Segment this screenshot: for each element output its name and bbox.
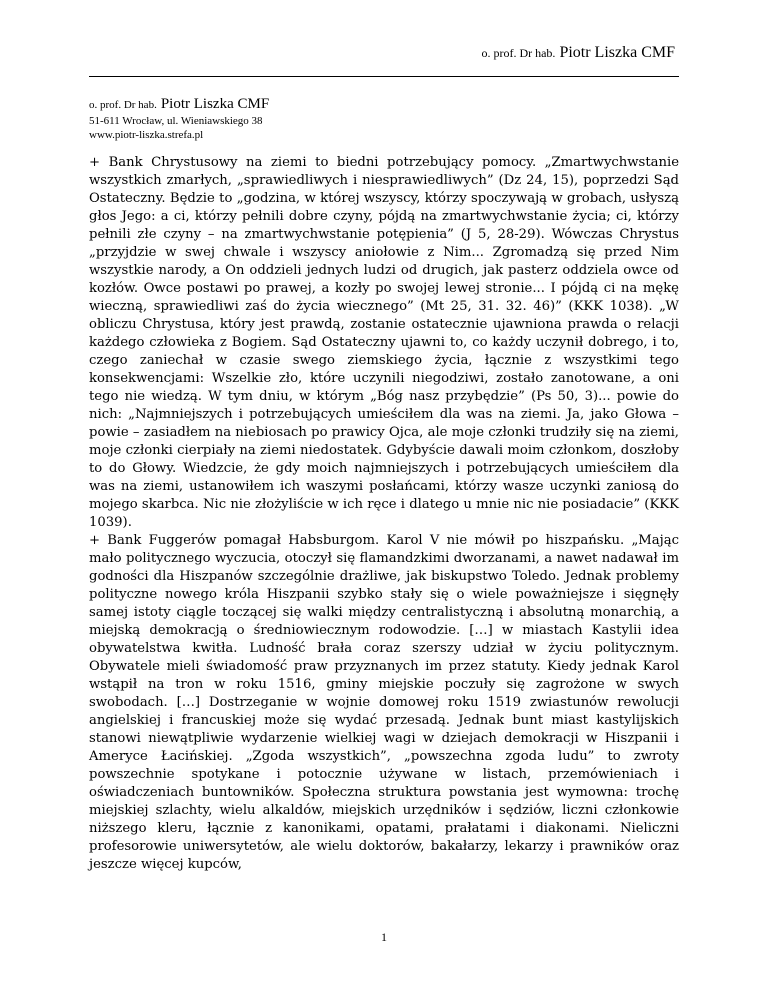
author-name: Piotr Liszka CMF [160, 96, 270, 112]
running-header-name: Piotr Liszka CMF [559, 44, 675, 61]
author-block [89, 95, 269, 142]
author-name-line [89, 95, 269, 114]
author-website: www.piotr-liszka.strefa.pl [89, 129, 204, 141]
author-prefix: o. prof. Dr hab. [89, 99, 157, 111]
paragraph-bank-fuggerow: + Bank Fuggerów pomagał Habsburgom. Karol V nie mówił po hiszpańsku. „Mając mało politycznego wyczucia, otoczył się flamandzkimi dworzanami, a nawet nadawał im godności dla Hiszpanów szczególnie drażliwe, jak biskupstwo Toledo. Jednak problemy polityczne nowego króla Hiszpanii szybko stały się o wiele poważniejsze i sięgnęły samej istoty ciągle toczącej się walki między centralistyczną i absolutną monarchią, a miejską demokracją o średniowiecznym rodowodzie. […] w miastach Kastylii idea obywatelstwa kwitła. Ludność brała coraz szerszy udział w życiu politycznym. Obywatele mieli świadomość praw przyznanych im przez statuty. Kiedy jednak Karol wstąpił na tron w roku 1516, gminy miejskie poczuły się zagrożone w swych swobodach. […] Dostrzeganie w wojnie domowej roku 1519 zwiastunów rewolucji angielskiej i francuskiej może się wydać przesadą. Jednak bunt miast kastylijskich stanowi niewątpliwie wydarzenie wielkiej wagi w dziejach demokracji w Hiszpanii i Ameryce Łacińskiej. „Zgoda wszystkich”, „powszechna zgoda ludu” to zwroty powszechnie spotykane i potocznie używane w listach, przemówieniach i oświadczeniach buntowników. Społeczna struktura powstania jest wymowna: trochę miejskiej szlachty, wielu alkaldów, miejskich urzędników i sędziów, liczni członkowie niższego kleru, łącznie z kanonikami, opatami, prałatami i diakonami. Nieliczni profesorowie uniwersytetów, ale wielu doktorów, bakałarzy, lekarzy i prawników oraz jeszcze więcej kupców, [89, 533, 679, 872]
body-text [89, 154, 679, 874]
author-address: 51-611 Wrocław, ul. Wieniawskiego 38 [89, 115, 263, 127]
running-header [481, 44, 675, 62]
running-header-prefix: o. prof. Dr hab. [481, 46, 556, 60]
page-number: 1 [381, 930, 387, 944]
header-divider [89, 76, 679, 77]
paragraph-bank-chrystusowy: + Bank Chrystusowy na ziemi to biedni potrzebujący pomocy. „Zmartwychwstanie wszystkich zmarłych, „sprawiedliwych i niesprawiedliwych” (Dz 24, 15), poprzedzi Sąd Ostateczny. Będzie to „godzina, w której wszyscy, którzy spoczywają w grobach, usłyszą głos Jego: a ci, którzy pełnili dobre czyny, pójdą na zmartwychwstanie życia; ci, którzy pełnili złe czyny – na zmartwychwstanie potępienia” (J 5, 28-29). Wówczas Chrystus „przyjdzie w swej chwale i wszyscy aniołowie z Nim... Zgromadzą się przed Nim wszystkie narody, a On oddzieli jednych ludzi od drugich, jak pasterz oddziela owce od kozłów. Owce postawi po prawej, a kozły po swojej lewej stronie... I pójdą ci na mękę wieczną, sprawiedliwi zaś do życia wiecznego” (Mt 25, 31. 32. 46)” (KKK 1038). „W obliczu Chrystusa, który jest prawdą, zostanie ostatecznie ujawniona prawda o relacji każdego człowieka z Bogiem. Sąd Ostateczny ujawni to, co każdy uczynił dobrego, i to, czego zaniechał w czasie swego ziemskiego życia, łącznie z wszystkimi tego konsekwencjami: Wszelkie zło, które uczynili niegodziwi, zostało zanotowane, a oni tego nie wiedzą. W tym dniu, w którym „Bóg nasz przybędzie” (Ps 50, 3)... powie do nich: „Najmniejszych i potrzebujących umieściłem dla was na ziemi. Ja, jako Głowa – powie – zasiadłem na niebiosach po prawicy Ojca, ale moje członki trudziły się na ziemi, moje członki cierpiały na ziemi niedostatek. Gdybyście dawali moim członkom, doszłoby to do Głowy. Wiedzcie, że gdy moich najmniejszych i potrzebujących umieściłem dla was na ziemi, ustanowiłem ich waszymi posłańcami, którzy wasze uczynki zaniosą do mojego skarbca. Nic nie złożyliście w ich ręce i dlatego u mnie nic nie posiadacie” (KKK 1039). [89, 155, 679, 530]
